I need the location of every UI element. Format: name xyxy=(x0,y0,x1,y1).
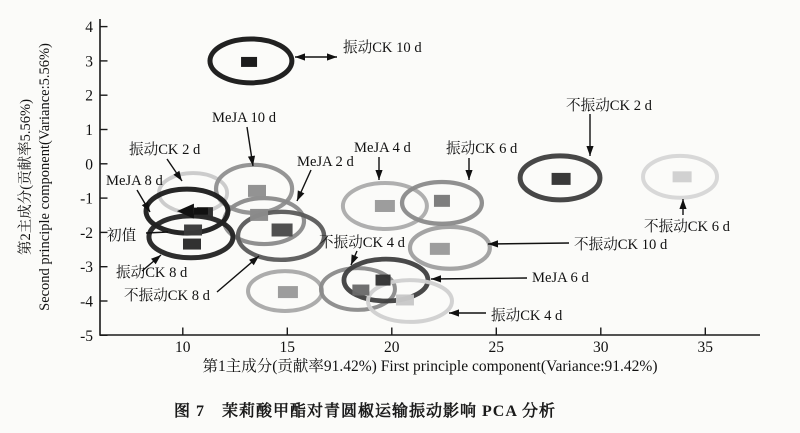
marker-square-vib-ck-10d xyxy=(241,57,257,67)
marker-square-extra-0 xyxy=(184,224,202,235)
marker-square-nonvib-ck-10d xyxy=(430,243,450,255)
y-tick-label: -5 xyxy=(80,327,93,345)
arrowhead xyxy=(295,53,305,60)
annotation-label-vib-ck-8d: 振动CK 8 d xyxy=(116,265,188,281)
annotation-label-meja-8d: MeJA 8 d xyxy=(106,173,163,189)
annotation-line-init-value xyxy=(146,232,168,233)
marker-square-nonvib-ck-8d xyxy=(272,223,293,236)
marker-square-vib-ck-4d xyxy=(396,294,414,305)
x-tick-label: 35 xyxy=(697,339,714,356)
marker-square-meja-2d xyxy=(250,209,268,221)
annotation-line-nonvib-ck-10d xyxy=(488,243,569,244)
arrowhead xyxy=(327,53,337,60)
y-axis-label-en: Second principle component(Variance:5.56%) xyxy=(37,43,53,311)
arrowhead xyxy=(297,190,304,201)
marker-square-nonvib-ck-2d xyxy=(552,173,571,185)
marker-square-meja-4d xyxy=(375,200,395,212)
annotation-label-vib-ck-6d: 振动CK 6 d xyxy=(446,141,518,157)
x-tick-label: 15 xyxy=(279,339,296,356)
arrowhead xyxy=(375,170,382,180)
annotation-label-nonvib-ck-8d: 不振动CK 8 d xyxy=(124,288,210,304)
y-tick-label: -4 xyxy=(80,293,93,311)
y-tick-label: 3 xyxy=(85,53,93,71)
arrowhead xyxy=(586,146,593,156)
figure-caption: 图 7 茉莉酸甲酯对青圆椒运输振动影响 PCA 分析 xyxy=(173,403,556,420)
annotation-label-nonvib-ck-10d: 不振动CK 10 d xyxy=(574,237,668,253)
marker-square-unlabeled xyxy=(278,286,298,298)
annotation-label-vib-ck-4d: 振动CK 4 d xyxy=(491,308,563,324)
x-tick-label: 20 xyxy=(384,339,400,356)
x-tick-label: 30 xyxy=(593,339,609,356)
init-value-marker-tail xyxy=(194,208,208,215)
y-tick-label: -1 xyxy=(80,190,93,208)
x-tick-label: 10 xyxy=(175,339,191,356)
x-tick-label: 25 xyxy=(488,339,505,356)
arrowhead xyxy=(449,309,459,316)
marker-square-nonvib-ck-6d xyxy=(673,171,692,182)
marker-square-vib-ck-6d xyxy=(434,195,450,207)
annotation-label-vib-ck-2d: 振动CK 2 d xyxy=(129,142,201,158)
y-tick-label: -3 xyxy=(80,259,93,277)
y-tick-label: 1 xyxy=(85,122,93,139)
annotation-label-init-value: 初值 xyxy=(107,228,137,244)
y-axis-label-zh: 第2主成分(贡献率5.56%) xyxy=(18,99,34,255)
arrowhead xyxy=(679,199,686,209)
arrowhead xyxy=(465,170,472,180)
marker-square-meja-6d xyxy=(376,275,391,286)
annotation-label-nonvib-ck-6d: 不振动CK 6 d xyxy=(644,219,730,235)
y-tick-label: -2 xyxy=(80,224,93,242)
annotation-label-vib-ck-10d: 振动CK 10 d xyxy=(343,40,422,56)
annotation-label-nonvib-ck-2d: 不振动CK 2 d xyxy=(566,98,652,114)
marker-square-vib-ck-8d xyxy=(183,239,201,250)
marker-square-nonvib-ck-4d xyxy=(352,285,369,296)
annotation-label-meja-6d: MeJA 6 d xyxy=(532,270,589,286)
marker-square-meja-10d xyxy=(248,185,266,197)
annotation-line-meja-6d xyxy=(431,278,527,279)
ellipse-nonvib-ck-10d xyxy=(410,227,490,269)
y-tick-label: 4 xyxy=(85,19,93,37)
annotation-label-meja-2d: MeJA 2 d xyxy=(297,154,354,170)
y-tick-label: 0 xyxy=(85,156,93,174)
annotation-label-meja-4d: MeJA 4 d xyxy=(354,140,411,156)
annotation-label-meja-10d: MeJA 10 d xyxy=(212,110,277,126)
x-axis-label: 第1主成分(贡献率91.42%) First principle component(Variance:91.42%) xyxy=(202,358,658,375)
y-tick-label: 2 xyxy=(85,87,93,105)
annotation-label-nonvib-ck-4d: 不振动CK 4 d xyxy=(319,235,405,251)
ellipse-vib-ck-8d xyxy=(149,216,233,258)
